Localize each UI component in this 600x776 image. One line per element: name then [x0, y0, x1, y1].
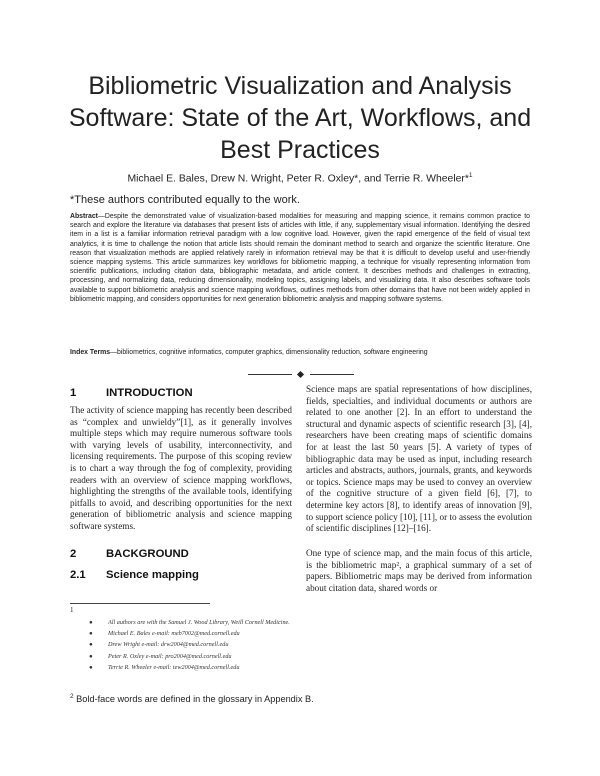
section-title: BACKGROUND — [106, 548, 189, 560]
bullet-icon: ● — [89, 641, 93, 649]
bibliometric-map-paragraph: One type of science map, and the main focus of this article, is the bibliometric map², a graphical summary of a set of papers. Bibliometric maps may be derived from information about citation data, shared words or — [306, 548, 532, 593]
index-terms — [70, 348, 530, 357]
subsection-heading-science-mapping — [70, 569, 199, 581]
introduction-paragraph: The activity of science mapping has recently been described as “complex and unwieldy”[1], as it generally involves multiple steps which may require numerous software tools with varying levels of usability, interconnectivity, and licensing requirements. The purpose of this scoping review is to chart a way through the fog of complexity, providing readers with an overview of science mapping workflows, highlighting the strengths of the available tools, identifying pitfalls to avoid, and describing opportunities for the next generation of bibliometric analysis and science mapping software systems. — [70, 405, 292, 531]
title-line-1: Bibliometric Visualization and Analysis — [88, 72, 512, 100]
section-divider — [248, 371, 354, 379]
divider-line-left — [248, 374, 292, 375]
index-terms-label: Index Terms — [70, 349, 111, 356]
divider-line-right — [310, 374, 354, 375]
abstract-label: Abstract — [70, 213, 98, 220]
footnote-rule — [70, 603, 210, 604]
bullet-icon: ● — [89, 652, 93, 660]
list-item: ● All authors are with the Samuel J. Wood Library, Weill Cornell Medicine. — [89, 617, 290, 628]
title-line-3: Best Practices — [220, 136, 380, 164]
abstract — [70, 212, 530, 304]
title-line-2: Software: State of the Art, Workflows, and — [68, 104, 532, 132]
footnote-1-mark: 1 — [70, 606, 74, 614]
subsection-number: 2.1 — [70, 569, 86, 581]
divider-diamond-icon — [297, 371, 304, 378]
author-names: Michael E. Bales, Drew N. Wright, Peter R. Oxley*, and Terrie R. Wheeler* — [127, 173, 469, 185]
bullet-icon: ● — [89, 619, 93, 626]
section-heading-background — [70, 548, 189, 560]
list-item: ● Drew Wright e-mail: drw2004@med.cornell.edu — [89, 639, 290, 650]
section-number: 1 — [70, 387, 77, 399]
list-item: ● Peter R. Oxley e-mail: pro2004@med.cornell.edu — [89, 651, 290, 662]
footnote-1-list — [89, 617, 290, 673]
abstract-text: —Despite the demonstrated value of visualization-based modalities for measuring and mapping science, it remains common practice to search and explore the literature via databases that present lists of articles with little, if any, supplementary visual information. Identifying the desired item in a list is a familiar information retrieval paradigm with a low cognitive load. However, given the rapid emergence of the field of visual text analytics, it is time to challenge the notion that article lists should remain the dominant method to search and organize the scientific literature. One reason that visualization methods are applied relatively rarely in information retrieval may be that it is difficult to develop useful and user-friendly science mapping systems. This article summarizes key workflows for bibliometric mapping, a technique for visually representing information from scientific publications, including citation data, bibliographic metadata, and article content. It describes methods and challenges in extracting, processing, and normalizing data, reducing dimensionality, modeling topics, assigning labels, and visualizing data. It also describes software tools available to support bibliometric analysis and science mapping workflows, outlines methods from other domains that have not been widely applied in bibliometric mapping, and considers opportunities for next generation bibliometric analysis and mapping software systems. — [70, 213, 530, 303]
list-item: ● Michael E. Bales e-mail: meb7002@med.cornell.edu — [89, 628, 290, 639]
bullet-icon: ● — [89, 663, 93, 671]
science-maps-paragraph: Science maps are spatial representations of how disciplines, fields, specialties, and individual documents or authors are related to one another [2]. In an effort to understand the structural and dynamic aspects of scientific research [3], [4], researchers have been creating maps of scientific domains for at least the last 50 years [5]. A variety of types of bibliographic data may be used as input, including research articles and abstracts, authors, journals, grants, and keywords or topics. Science maps may be used to convey an overview of the cognitive structure of a given field [6], [7], to determine key actors [8], to identify areas of innovation [9], to support science policy [10], [11], or to assess the evolution of scientific disciplines [12]–[16]. — [306, 384, 532, 534]
bullet-icon: ● — [89, 630, 93, 638]
section-title: INTRODUCTION — [106, 387, 193, 399]
section-heading-introduction — [70, 387, 193, 399]
index-terms-text: —bibliometrics, cognitive informatics, computer graphics, dimensionality reduction, software engineering — [110, 349, 428, 356]
footnote-2-mark: 2 — [70, 693, 74, 700]
list-item: ● Terrie R. Wheeler e-mail: tew2004@med.cornell.edu — [89, 662, 290, 673]
contribution-note: *These authors contributed equally to the work. — [70, 194, 300, 206]
author-list — [40, 172, 560, 184]
section-number: 2 — [70, 548, 77, 560]
author-footnote-mark: 1 — [468, 172, 473, 179]
paper-title — [40, 70, 560, 166]
footnote-2 — [70, 693, 314, 704]
footnote-2-text: Bold-face words are defined in the glossary in Appendix B. — [73, 694, 314, 705]
subsection-title: Science mapping — [106, 569, 199, 581]
